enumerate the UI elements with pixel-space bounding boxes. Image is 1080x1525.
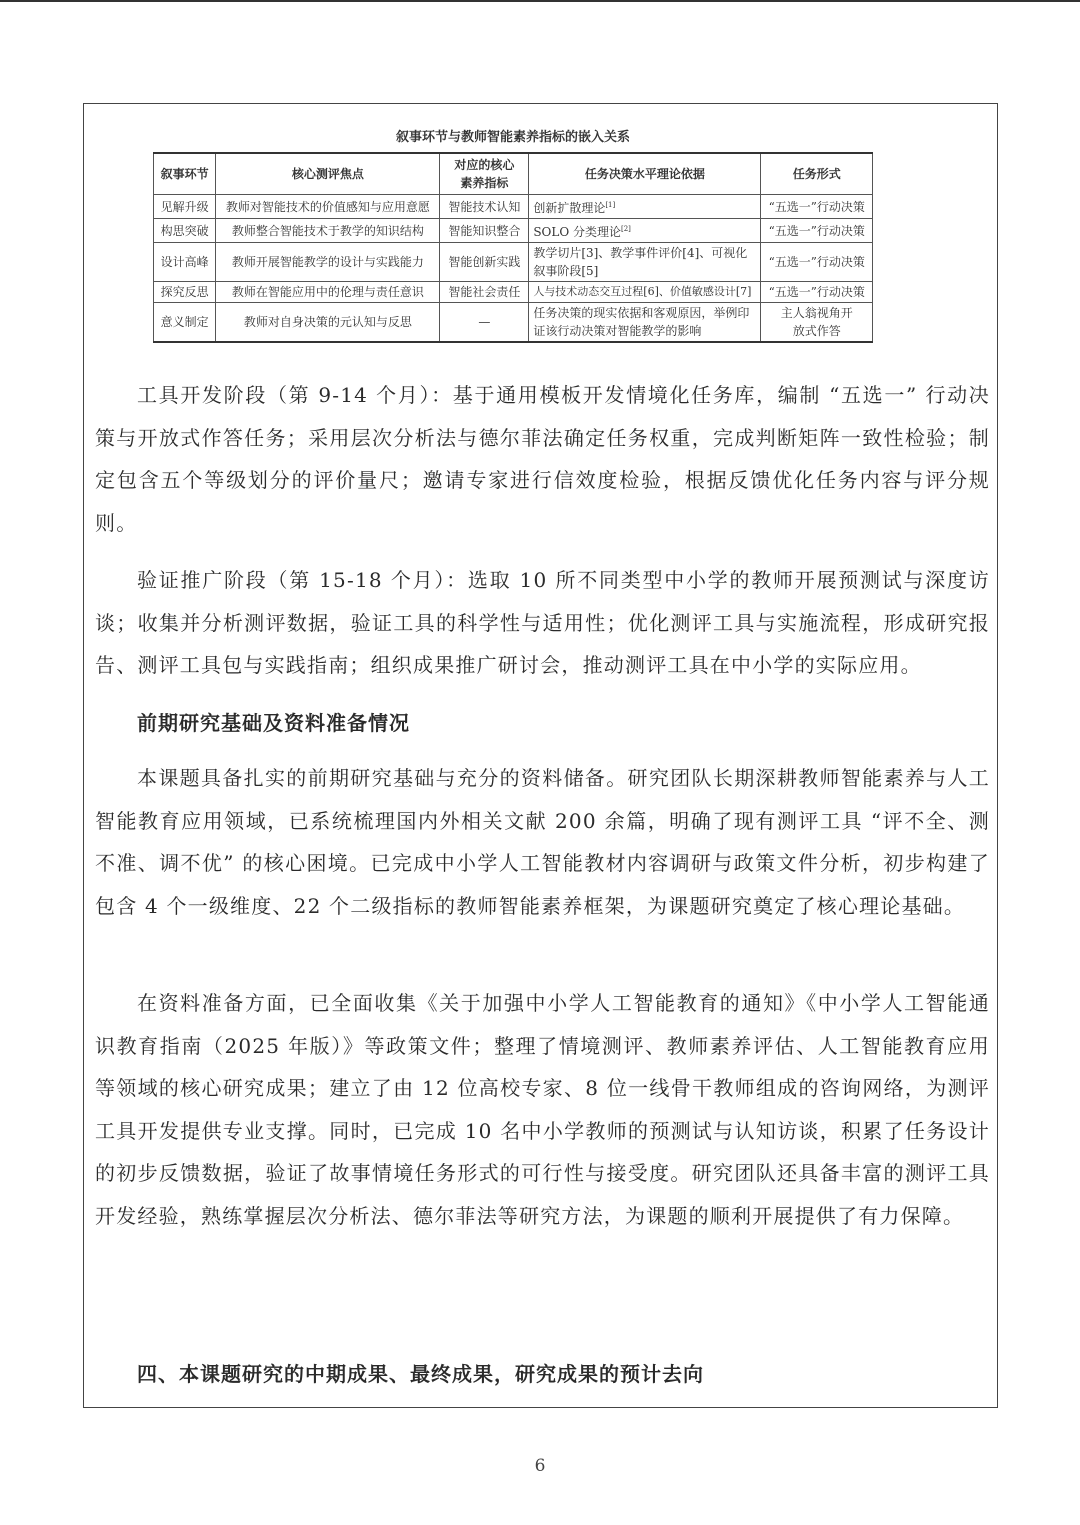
cell-form: “五选一”行动决策	[761, 219, 873, 243]
cell-focus: 教师整合智能技术于教学的知识结构	[216, 219, 440, 243]
basis-text: SOLO 分类理论	[533, 225, 621, 239]
paragraph-foundation: 本课题具备扎实的前期研究基础与充分的资料储备。研究团队长期深耕教师智能素养与人工智能教育应用领域，已系统梳理国内外相关文献 200 余篇，明确了现有测评工具 “评不全、测不准、调不优” 的核心困境。已完成中小学人工智能教材内容调研与政策文件分析，初步构建了包含 4 个一级维度、22 个二级指标的教师智能素养框架，为课题研究奠定了核心理论基础。	[95, 766, 990, 918]
basis-text: 创新扩散理论	[533, 201, 606, 215]
cell-basis	[529, 195, 761, 219]
header-focus: 核心测评焦点	[216, 153, 440, 195]
form-text: 主人翁视角开放式作答	[780, 306, 853, 338]
header-indicator	[440, 153, 529, 195]
basis-ref: [2]	[621, 225, 631, 233]
cell-focus: 教师对智能技术的价值感知与应用意愿	[216, 195, 440, 219]
cell-focus: 教师在智能应用中的伦理与责任意识	[216, 282, 440, 303]
cell-stage: 设计高峰	[154, 243, 216, 282]
table-header-row	[154, 153, 873, 195]
table-row	[154, 195, 873, 219]
section-heading-four: 四、本课题研究的中期成果、最终成果，研究成果的预计去向	[137, 1362, 704, 1386]
cell-indicator: 智能知识整合	[440, 219, 529, 243]
cell-stage: 意义制定	[154, 303, 216, 343]
header-basis: 任务决策水平理论依据	[529, 153, 761, 195]
cell-basis: 任务决策的现实依据和客观原因，举例印证该行动决策对智能教学的影响	[529, 303, 761, 343]
basis-ref: [1]	[605, 201, 616, 209]
cell-basis: 人与技术动态交互过程[6]、价值敏感设计[7]	[529, 282, 761, 303]
cell-basis: 教学切片[3]、教学事件评价[4]、可视化叙事阶段[5]	[529, 243, 761, 282]
cell-form: “五选一”行动决策	[761, 195, 873, 219]
cell-focus: 教师对自身决策的元认知与反思	[216, 303, 440, 343]
cell-indicator: 智能创新实践	[440, 243, 529, 282]
table-row	[154, 243, 873, 282]
cell-form: “五选一”行动决策	[761, 243, 873, 282]
top-border-line	[0, 0, 1080, 2]
cell-form: “五选一”行动决策	[761, 282, 873, 303]
paragraph-tool-development: 工具开发阶段（第 9-14 个月）：基于通用模板开发情境化任务库，编制 “五选一” 行动决策与开放式作答任务；采用层次分析法与德尔菲法确定任务权重，完成判断矩阵一致性检验；制定包含五个等级划分的评价量尺；邀请专家进行信效度检验，根据反馈优化任务内容与评分规则。	[95, 383, 990, 535]
cell-stage: 见解升级	[154, 195, 216, 219]
header-form: 任务形式	[761, 153, 873, 195]
table-row	[154, 282, 873, 303]
table-title: 叙事环节与教师智能素养指标的嵌入关系	[395, 130, 630, 145]
embed-relation-table	[153, 152, 873, 343]
cell-basis	[529, 219, 761, 243]
table-row	[154, 219, 873, 243]
cell-form	[761, 303, 873, 343]
cell-indicator: 智能技术认知	[440, 195, 529, 219]
paragraph-validation: 验证推广阶段（第 15-18 个月）：选取 10 所不同类型中小学的教师开展预测试与深度访谈；收集并分析测评数据，验证工具的科学性与适用性；优化测评工具与实施流程，形成研究报告、测评工具包与实践指南；组织成果推广研讨会，推动测评工具在中小学的实际应用。	[95, 568, 990, 677]
paragraph-materials: 在资料准备方面，已全面收集《关于加强中小学人工智能教育的通知》《中小学人工智能通识教育指南（2025 年版）》等政策文件；整理了情境测评、教师素养评估、人工智能教育应用等领域的核心研究成果；建立了由 12 位高校专家、8 位一线骨干教师组成的咨询网络，为测评工具开发提供专业支撑。同时，已完成 10 名中小学教师的预测试与认知访谈，积累了任务设计的初步反馈数据，验证了故事情境任务形式的可行性与接受度。研究团队还具备丰富的测评工具开发经验，熟练掌握层次分析法、德尔菲法等研究方法，为课题的顺利开展提供了有力保障。	[95, 991, 990, 1228]
table-row	[154, 303, 873, 343]
cell-stage: 探究反思	[154, 282, 216, 303]
header-indicator-text: 对应的核心素养指标	[454, 158, 515, 190]
section-heading-foundation: 前期研究基础及资料准备情况	[137, 711, 410, 735]
cell-focus: 教师开展智能教学的设计与实践能力	[216, 243, 440, 282]
cell-stage: 构思突破	[154, 219, 216, 243]
page-number: 6	[534, 1456, 546, 1476]
header-stage: 叙事环节	[154, 153, 216, 195]
cell-indicator: —	[440, 303, 529, 343]
cell-indicator: 智能社会责任	[440, 282, 529, 303]
